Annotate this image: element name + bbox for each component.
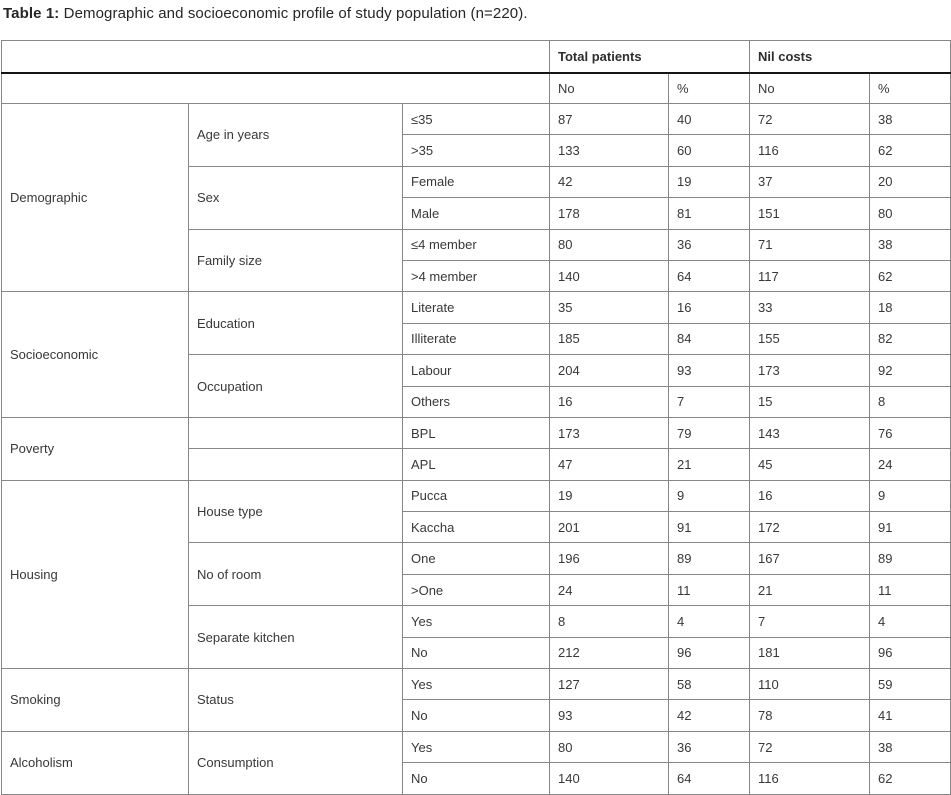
category-cell: Smoking: [2, 669, 189, 732]
header-row-groups: [2, 41, 951, 73]
item-cell: ≤4 member: [403, 229, 550, 260]
nil-pct-cell: 24: [870, 449, 951, 480]
nil-no-cell: 15: [750, 386, 870, 417]
total-no-cell: 173: [550, 417, 669, 448]
total-pct-cell: 64: [669, 763, 750, 794]
item-cell: No: [403, 700, 550, 731]
subcategory-cell: [189, 417, 403, 448]
table-row: [2, 104, 951, 135]
total-no-cell: 185: [550, 323, 669, 354]
header-nil-no: No: [750, 73, 870, 104]
nil-no-cell: 117: [750, 260, 870, 291]
header-total-pct: %: [669, 73, 750, 104]
item-cell: Yes: [403, 731, 550, 762]
item-cell: >35: [403, 135, 550, 166]
table-caption-text: Demographic and socioeconomic profile of study population (n=220).: [59, 5, 528, 22]
total-no-cell: 80: [550, 229, 669, 260]
nil-no-cell: 116: [750, 763, 870, 794]
item-cell: ≤35: [403, 104, 550, 135]
total-no-cell: 24: [550, 574, 669, 605]
total-pct-cell: 21: [669, 449, 750, 480]
nil-no-cell: 155: [750, 323, 870, 354]
nil-pct-cell: 38: [870, 731, 951, 762]
nil-pct-cell: 59: [870, 669, 951, 700]
total-pct-cell: 91: [669, 512, 750, 543]
total-no-cell: 201: [550, 512, 669, 543]
nil-no-cell: 167: [750, 543, 870, 574]
total-pct-cell: 58: [669, 669, 750, 700]
item-cell: Female: [403, 166, 550, 197]
header-empty-cell: [2, 73, 550, 104]
nil-no-cell: 71: [750, 229, 870, 260]
total-pct-cell: 96: [669, 637, 750, 668]
total-no-cell: 196: [550, 543, 669, 574]
category-cell: Socioeconomic: [2, 292, 189, 418]
nil-pct-cell: 91: [870, 512, 951, 543]
category-cell: Alcoholism: [2, 731, 189, 794]
nil-no-cell: 7: [750, 606, 870, 637]
total-no-cell: 87: [550, 104, 669, 135]
nil-no-cell: 72: [750, 104, 870, 135]
header-total-no: No: [550, 73, 669, 104]
subcategory-cell: [189, 449, 403, 480]
item-cell: One: [403, 543, 550, 574]
subcategory-cell: Family size: [189, 229, 403, 292]
table-row: [2, 669, 951, 700]
table-caption-label: Table 1:: [3, 5, 60, 22]
category-cell: Poverty: [2, 417, 189, 480]
item-cell: Kaccha: [403, 512, 550, 543]
total-pct-cell: 16: [669, 292, 750, 323]
total-no-cell: 133: [550, 135, 669, 166]
nil-pct-cell: 80: [870, 198, 951, 229]
total-no-cell: 178: [550, 198, 669, 229]
nil-pct-cell: 82: [870, 323, 951, 354]
item-cell: Others: [403, 386, 550, 417]
item-cell: BPL: [403, 417, 550, 448]
nil-pct-cell: 20: [870, 166, 951, 197]
demographic-profile-table: [1, 40, 951, 795]
total-no-cell: 8: [550, 606, 669, 637]
total-pct-cell: 93: [669, 355, 750, 386]
nil-no-cell: 181: [750, 637, 870, 668]
nil-no-cell: 151: [750, 198, 870, 229]
subcategory-cell: Age in years: [189, 104, 403, 167]
table-body: [2, 104, 951, 795]
nil-pct-cell: 76: [870, 417, 951, 448]
total-no-cell: 80: [550, 731, 669, 762]
nil-pct-cell: 96: [870, 637, 951, 668]
category-cell: Demographic: [2, 104, 189, 292]
item-cell: >4 member: [403, 260, 550, 291]
item-cell: Labour: [403, 355, 550, 386]
total-pct-cell: 64: [669, 260, 750, 291]
nil-no-cell: 143: [750, 417, 870, 448]
nil-pct-cell: 89: [870, 543, 951, 574]
total-no-cell: 42: [550, 166, 669, 197]
item-cell: Literate: [403, 292, 550, 323]
table-row: [2, 292, 951, 323]
nil-no-cell: 78: [750, 700, 870, 731]
subcategory-cell: Separate kitchen: [189, 606, 403, 669]
nil-pct-cell: 41: [870, 700, 951, 731]
nil-no-cell: 72: [750, 731, 870, 762]
total-pct-cell: 11: [669, 574, 750, 605]
total-no-cell: 140: [550, 260, 669, 291]
nil-pct-cell: 62: [870, 135, 951, 166]
nil-no-cell: 33: [750, 292, 870, 323]
total-pct-cell: 81: [669, 198, 750, 229]
nil-no-cell: 116: [750, 135, 870, 166]
total-no-cell: 35: [550, 292, 669, 323]
total-pct-cell: 40: [669, 104, 750, 135]
subcategory-cell: Status: [189, 669, 403, 732]
subcategory-cell: Education: [189, 292, 403, 355]
nil-pct-cell: 8: [870, 386, 951, 417]
table-caption: [3, 5, 528, 22]
total-pct-cell: 36: [669, 229, 750, 260]
nil-pct-cell: 38: [870, 104, 951, 135]
table-row: [2, 417, 951, 448]
header-empty-cell: [2, 41, 550, 73]
total-pct-cell: 19: [669, 166, 750, 197]
item-cell: No: [403, 637, 550, 668]
header-row-subcolumns: [2, 73, 951, 104]
subcategory-cell: Sex: [189, 166, 403, 229]
item-cell: >One: [403, 574, 550, 605]
nil-pct-cell: 9: [870, 480, 951, 511]
subcategory-cell: Occupation: [189, 355, 403, 418]
item-cell: Pucca: [403, 480, 550, 511]
table-row: [2, 731, 951, 762]
subcategory-cell: Consumption: [189, 731, 403, 794]
total-pct-cell: 7: [669, 386, 750, 417]
total-no-cell: 47: [550, 449, 669, 480]
total-pct-cell: 4: [669, 606, 750, 637]
total-pct-cell: 84: [669, 323, 750, 354]
header-nil-pct: %: [870, 73, 951, 104]
item-cell: Male: [403, 198, 550, 229]
item-cell: Yes: [403, 669, 550, 700]
category-cell: Housing: [2, 480, 189, 668]
total-no-cell: 140: [550, 763, 669, 794]
subcategory-cell: House type: [189, 480, 403, 543]
total-pct-cell: 60: [669, 135, 750, 166]
total-no-cell: 127: [550, 669, 669, 700]
total-no-cell: 93: [550, 700, 669, 731]
table-row: [2, 480, 951, 511]
item-cell: Yes: [403, 606, 550, 637]
nil-no-cell: 21: [750, 574, 870, 605]
nil-no-cell: 110: [750, 669, 870, 700]
subcategory-cell: No of room: [189, 543, 403, 606]
total-no-cell: 212: [550, 637, 669, 668]
nil-pct-cell: 38: [870, 229, 951, 260]
nil-pct-cell: 92: [870, 355, 951, 386]
total-pct-cell: 42: [669, 700, 750, 731]
total-pct-cell: 36: [669, 731, 750, 762]
total-pct-cell: 9: [669, 480, 750, 511]
nil-no-cell: 16: [750, 480, 870, 511]
nil-no-cell: 173: [750, 355, 870, 386]
total-no-cell: 19: [550, 480, 669, 511]
total-pct-cell: 79: [669, 417, 750, 448]
nil-pct-cell: 62: [870, 260, 951, 291]
nil-pct-cell: 18: [870, 292, 951, 323]
nil-no-cell: 172: [750, 512, 870, 543]
total-no-cell: 16: [550, 386, 669, 417]
nil-no-cell: 37: [750, 166, 870, 197]
header-total-patients: Total patients: [550, 41, 750, 73]
nil-pct-cell: 11: [870, 574, 951, 605]
total-no-cell: 204: [550, 355, 669, 386]
item-cell: APL: [403, 449, 550, 480]
item-cell: No: [403, 763, 550, 794]
total-pct-cell: 89: [669, 543, 750, 574]
item-cell: Illiterate: [403, 323, 550, 354]
nil-pct-cell: 4: [870, 606, 951, 637]
nil-pct-cell: 62: [870, 763, 951, 794]
header-nil-costs: Nil costs: [750, 41, 951, 73]
nil-no-cell: 45: [750, 449, 870, 480]
